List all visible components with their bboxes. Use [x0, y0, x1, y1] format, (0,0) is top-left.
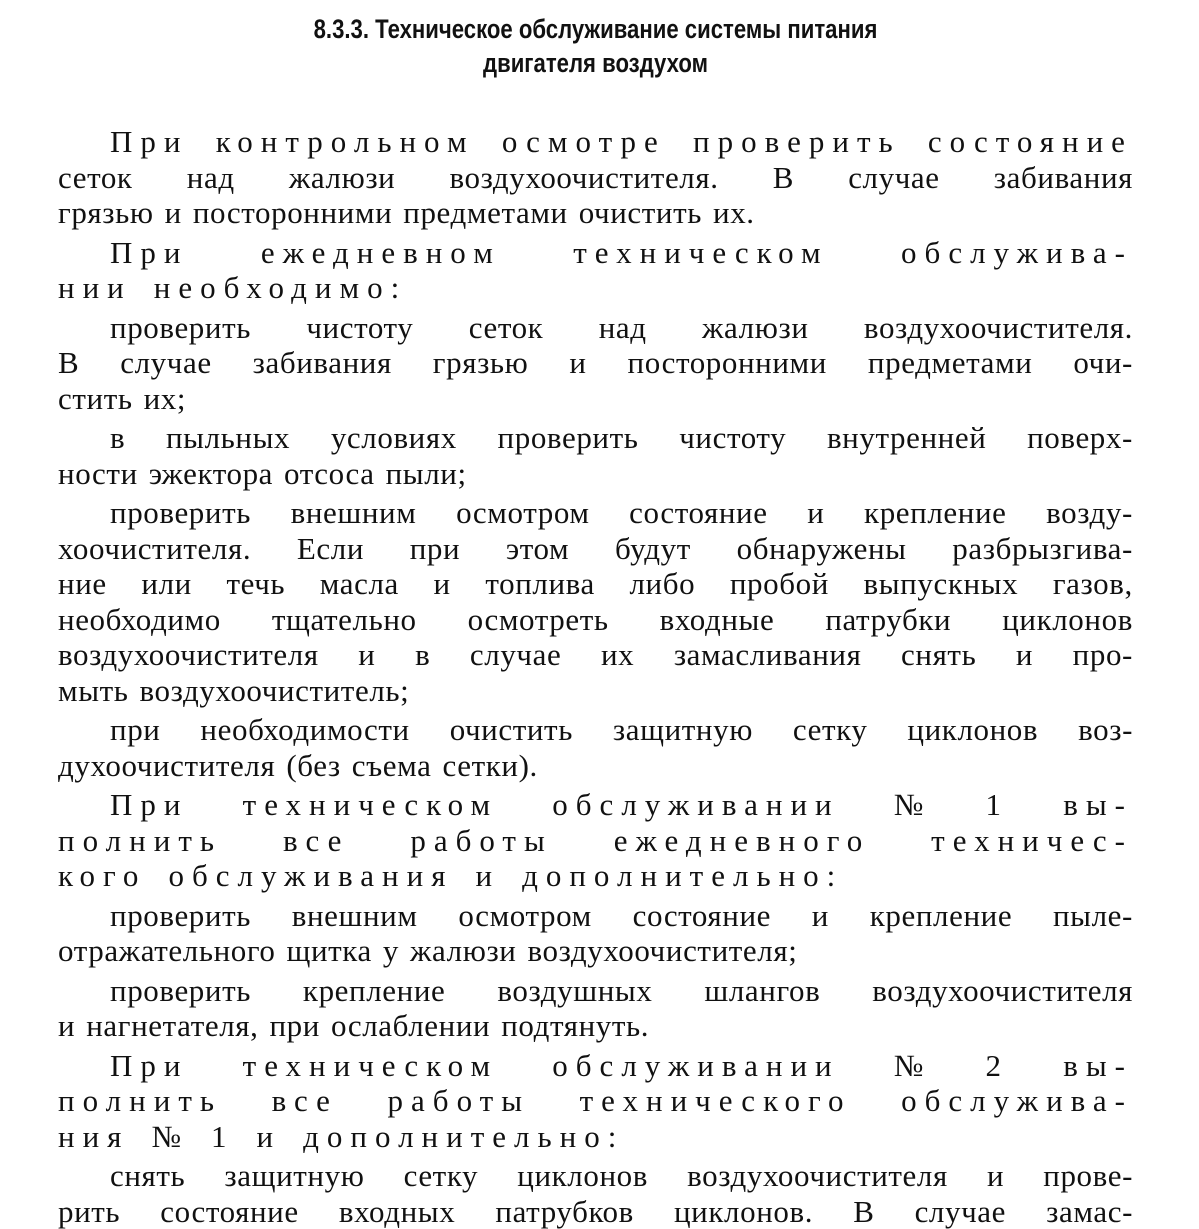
- word: воздухоочистителя.: [864, 310, 1133, 346]
- word: очистить: [579, 195, 702, 231]
- document-page: [58, 12, 1133, 1229]
- word: кого: [58, 858, 146, 894]
- word: над: [599, 310, 647, 346]
- word: крепление: [870, 898, 1012, 934]
- word: сетку: [404, 1158, 479, 1194]
- text-line: [58, 933, 1133, 969]
- word: дополнительно:: [522, 858, 843, 894]
- word: обслужива-: [901, 235, 1133, 271]
- word: внешним: [291, 495, 417, 531]
- word: обслуживании: [552, 1048, 839, 1084]
- word: воздухоочиститель;: [140, 673, 410, 709]
- text-line: [58, 637, 1133, 673]
- text-line: [58, 270, 1133, 306]
- word: крепление: [864, 495, 1006, 531]
- word: необходимо: [58, 602, 221, 638]
- word: воз-: [1078, 712, 1133, 748]
- text-line: [58, 712, 1133, 748]
- word: сеток: [58, 160, 133, 196]
- word: осмотре: [502, 124, 666, 160]
- word: обслуживания: [168, 858, 453, 894]
- word: вы-: [1063, 787, 1133, 823]
- word: При: [110, 124, 188, 160]
- word: возду-: [1046, 495, 1133, 531]
- word: замас-: [1046, 1194, 1133, 1229]
- word: течь: [226, 566, 285, 602]
- word: сетки).: [443, 748, 538, 784]
- word: этом: [506, 531, 569, 567]
- text-line: [58, 1158, 1133, 1194]
- word: и: [58, 1008, 75, 1044]
- word: входные: [660, 602, 775, 638]
- word: духоочистителя: [58, 748, 275, 784]
- word: и: [165, 195, 182, 231]
- word: условиях: [331, 420, 457, 456]
- word: проверить: [110, 898, 251, 934]
- word: посторонними: [628, 345, 827, 381]
- word: при: [410, 531, 460, 567]
- word: шлангов: [704, 973, 820, 1009]
- word: отсоса: [284, 456, 375, 492]
- word: необходимости: [200, 712, 409, 748]
- word: снять: [901, 637, 976, 673]
- word: забивания: [253, 345, 392, 381]
- word: очи-: [1073, 345, 1133, 381]
- word: случае: [470, 637, 561, 673]
- word: эжектора: [149, 456, 273, 492]
- word: или: [141, 566, 191, 602]
- word: ние: [58, 566, 107, 602]
- word: При: [110, 787, 188, 823]
- word: входных: [339, 1194, 455, 1229]
- word: и: [807, 495, 824, 531]
- word: их;: [144, 381, 187, 417]
- word: дополнительно:: [303, 1119, 624, 1155]
- word: грязью: [433, 345, 529, 381]
- word: 2: [986, 1048, 1010, 1084]
- word: В: [853, 1194, 874, 1229]
- text-line: [58, 1008, 1133, 1044]
- word: состояние: [629, 495, 767, 531]
- word: воздухоочистителя;: [527, 933, 797, 969]
- word: при: [110, 712, 160, 748]
- word: грязью: [58, 195, 154, 231]
- text-line: [58, 235, 1133, 271]
- word: топлива: [485, 566, 594, 602]
- word: ежедневного: [614, 823, 870, 859]
- text-line: [58, 531, 1133, 567]
- word: защитную: [613, 712, 753, 748]
- word: воздухоочистителя: [687, 1158, 948, 1194]
- word: При: [110, 1048, 188, 1084]
- word: их.: [713, 195, 755, 231]
- word: сеток: [469, 310, 544, 346]
- text-line: [58, 495, 1133, 531]
- word: обслужива-: [901, 1083, 1133, 1119]
- word: техническом: [573, 235, 828, 271]
- word: прове-: [1043, 1158, 1133, 1194]
- word: отражательного: [58, 933, 276, 969]
- word: проверить: [110, 310, 251, 346]
- word: осмотром: [458, 898, 592, 934]
- word: 1: [211, 1119, 235, 1155]
- word: подтянуть.: [501, 1008, 649, 1044]
- word: циклонов: [517, 1158, 648, 1194]
- word: пробой: [730, 566, 829, 602]
- word: разбрызгива-: [952, 531, 1133, 567]
- word: ния: [58, 1119, 129, 1155]
- text-line: [58, 748, 1133, 784]
- word: про-: [1073, 637, 1133, 673]
- word: и: [257, 1119, 282, 1155]
- word: при: [269, 1008, 319, 1044]
- word: жалюзи: [702, 310, 809, 346]
- word: и: [434, 566, 451, 602]
- word: вы-: [1063, 1048, 1133, 1084]
- text-line: [58, 1048, 1133, 1084]
- text-line: [58, 124, 1133, 160]
- word: чистоту: [306, 310, 413, 346]
- word: предметами: [403, 195, 567, 231]
- word: чистоту: [679, 420, 786, 456]
- word: нии: [58, 270, 132, 306]
- body-text: [58, 124, 1133, 1229]
- section-heading-line-2: двигателя воздухом: [155, 46, 1037, 80]
- word: состояние: [633, 898, 771, 934]
- word: тщательно: [272, 602, 417, 638]
- word: №: [894, 1048, 932, 1084]
- word: все: [283, 823, 349, 859]
- text-line: [58, 566, 1133, 602]
- text-line: [58, 345, 1133, 381]
- word: у: [383, 933, 399, 969]
- word: и: [1016, 637, 1033, 673]
- word: посторонними: [193, 195, 392, 231]
- word: контрольном: [216, 124, 475, 160]
- word: Если: [297, 531, 364, 567]
- word: над: [187, 160, 235, 196]
- text-line: [58, 310, 1133, 346]
- word: осмотром: [456, 495, 590, 531]
- word: и: [812, 898, 829, 934]
- word: и: [987, 1158, 1004, 1194]
- word: техническом: [243, 1048, 498, 1084]
- word: крепление: [303, 973, 445, 1009]
- word: пыле-: [1053, 898, 1133, 934]
- text-line: [58, 381, 1133, 417]
- word: нагнетателя,: [86, 1008, 258, 1044]
- word: проверить: [498, 420, 639, 456]
- word: циклонов.: [674, 1194, 813, 1229]
- word: и: [358, 637, 375, 673]
- word: полнить: [58, 823, 222, 859]
- word: газов,: [1053, 566, 1133, 602]
- word: (без: [286, 748, 340, 784]
- word: мыть: [58, 673, 129, 709]
- word: воздушных: [497, 973, 652, 1009]
- word: хоочистителя.: [58, 531, 251, 567]
- text-line: [58, 823, 1133, 859]
- word: их: [601, 637, 634, 673]
- text-line: [58, 973, 1133, 1009]
- word: техничес-: [931, 823, 1133, 859]
- word: предметами: [868, 345, 1032, 381]
- text-line: [58, 787, 1133, 823]
- word: щитка: [287, 933, 372, 969]
- text-line: [58, 1194, 1133, 1229]
- word: необходимо:: [154, 270, 407, 306]
- section-heading-line-1: 8.3.3. Техническое обслуживание системы питания: [155, 12, 1037, 46]
- word: состояние: [928, 124, 1133, 160]
- text-line: [58, 602, 1133, 638]
- word: работы: [410, 823, 553, 859]
- section-heading: [155, 12, 1037, 80]
- word: внутренней: [827, 420, 986, 456]
- word: В: [773, 160, 794, 196]
- word: При: [110, 235, 188, 271]
- text-line: [58, 1083, 1133, 1119]
- word: рить: [58, 1194, 120, 1229]
- text-line: [58, 1119, 1133, 1155]
- word: жалюзи: [289, 160, 396, 196]
- word: случае: [848, 160, 939, 196]
- word: работы: [388, 1083, 531, 1119]
- text-line: [58, 456, 1133, 492]
- word: стить: [58, 381, 133, 417]
- text-line: [58, 673, 1133, 709]
- word: №: [894, 787, 932, 823]
- word: состояние: [160, 1194, 298, 1229]
- text-line: [58, 160, 1133, 196]
- word: 1: [986, 787, 1010, 823]
- word: ности: [58, 456, 138, 492]
- word: внешним: [292, 898, 418, 934]
- word: в: [110, 420, 125, 456]
- word: осмотреть: [468, 602, 609, 638]
- word: ежедневном: [261, 235, 501, 271]
- word: очистить: [450, 712, 573, 748]
- word: В: [58, 345, 79, 381]
- word: техническом: [243, 787, 498, 823]
- word: жалюзи: [410, 933, 517, 969]
- word: случае: [120, 345, 211, 381]
- word: и: [569, 345, 586, 381]
- word: воздухоочистителя: [872, 973, 1133, 1009]
- text-line: [58, 898, 1133, 934]
- word: патрубки: [825, 602, 951, 638]
- word: либо: [629, 566, 695, 602]
- word: обнаружены: [737, 531, 907, 567]
- word: воздухоочистителя.: [450, 160, 719, 196]
- word: замасливания: [674, 637, 862, 673]
- word: проверить: [110, 495, 251, 531]
- text-line: [58, 420, 1133, 456]
- word: ослаблении: [331, 1008, 490, 1044]
- word: и: [475, 858, 500, 894]
- word: полнить: [58, 1083, 222, 1119]
- word: забивания: [994, 160, 1133, 196]
- word: пыли;: [386, 456, 467, 492]
- word: воздухоочистителя: [58, 637, 319, 673]
- word: циклонов: [1002, 602, 1133, 638]
- word: сетку: [793, 712, 868, 748]
- word: проверить: [693, 124, 901, 160]
- word: в: [415, 637, 430, 673]
- text-line: [58, 858, 1133, 894]
- word: обслуживании: [552, 787, 839, 823]
- word: патрубков: [495, 1194, 633, 1229]
- word: будут: [615, 531, 691, 567]
- word: пыльных: [166, 420, 290, 456]
- word: снять: [110, 1158, 185, 1194]
- word: №: [151, 1119, 189, 1155]
- word: выпускных: [864, 566, 1019, 602]
- word: съема: [352, 748, 432, 784]
- text-line: [58, 195, 1133, 231]
- word: случае: [915, 1194, 1006, 1229]
- word: поверх-: [1027, 420, 1133, 456]
- word: масла: [320, 566, 399, 602]
- word: циклонов: [907, 712, 1038, 748]
- word: технического: [580, 1083, 852, 1119]
- word: все: [272, 1083, 338, 1119]
- word: защитную: [224, 1158, 364, 1194]
- word: проверить: [110, 973, 251, 1009]
